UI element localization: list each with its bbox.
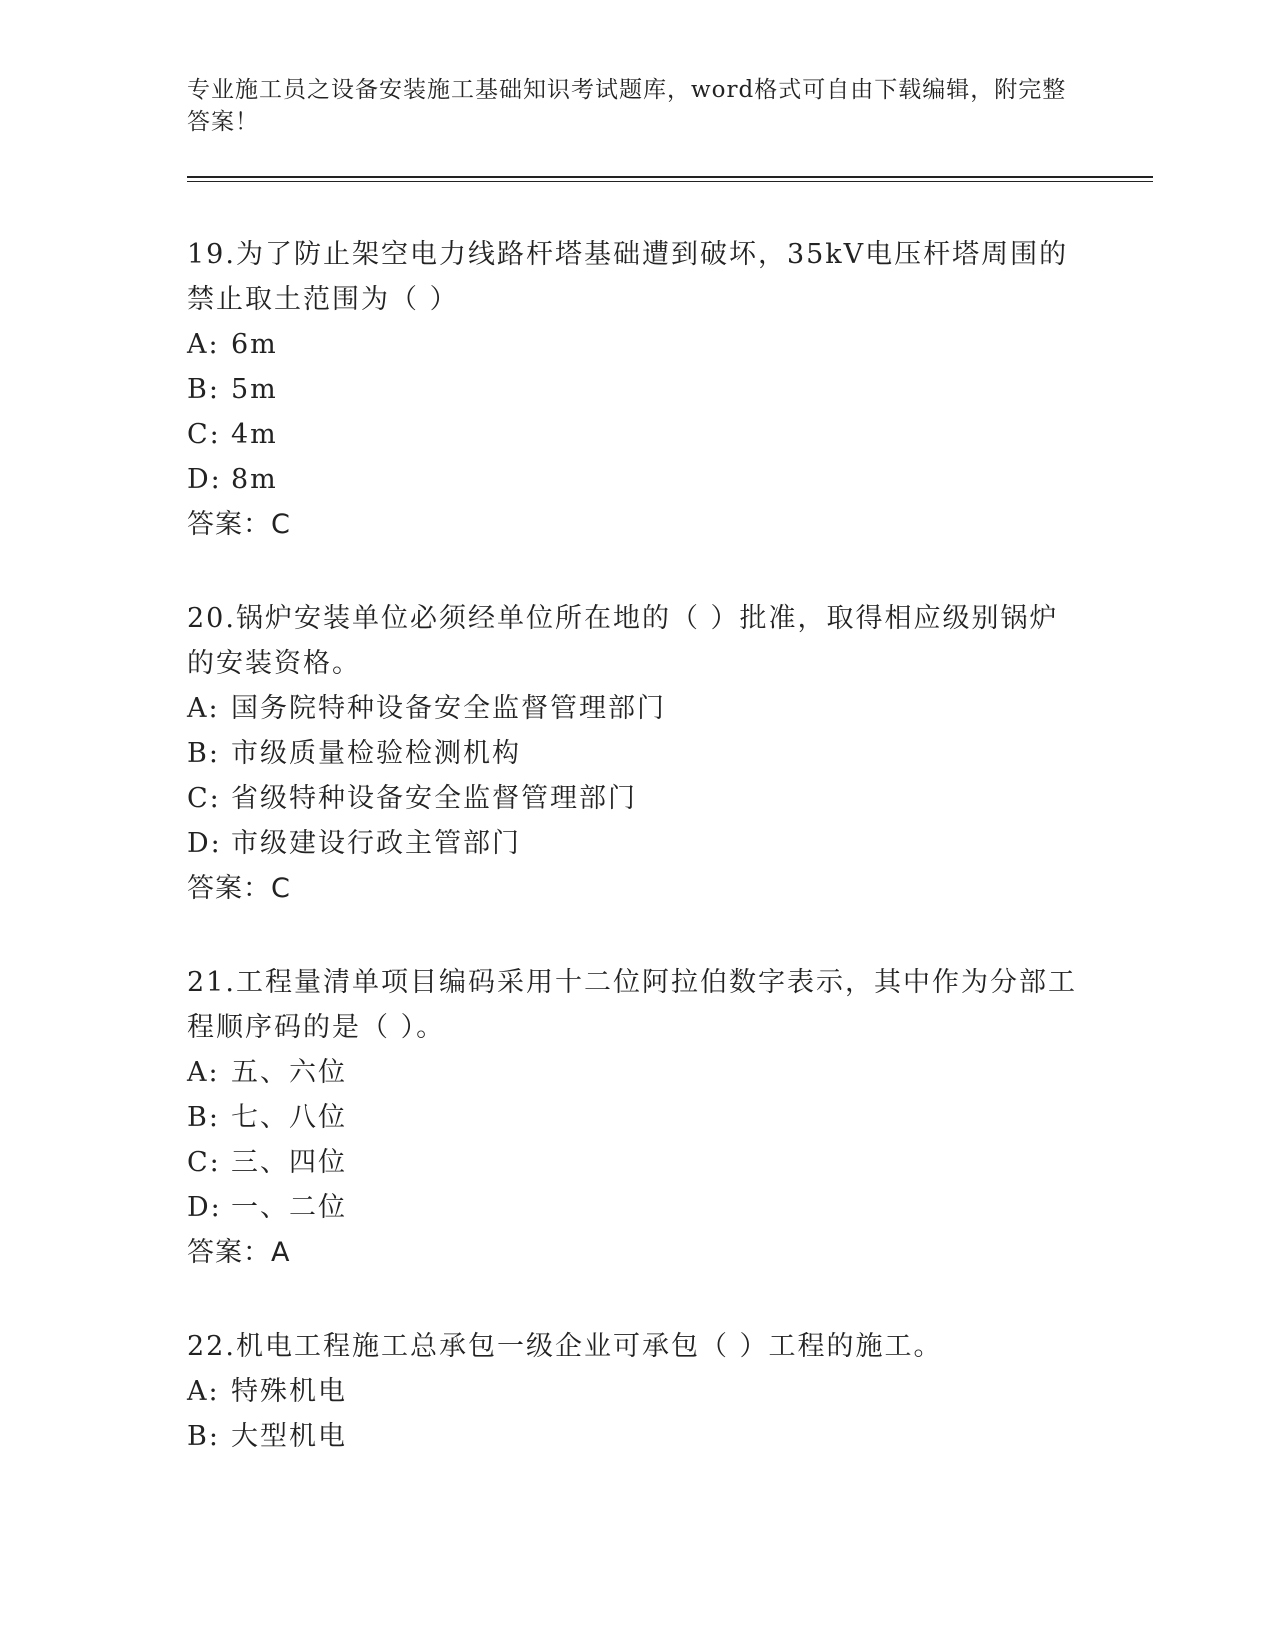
option-letter: D:: [187, 1192, 222, 1223]
option-text: 一、二位: [231, 1192, 347, 1223]
question-text: 20.锅炉安装单位必须经单位所在地的（ ）批准，取得相应级别锅炉的安装资格。: [187, 603, 1059, 679]
option-letter: A:: [187, 693, 220, 724]
option-text: 市级质量检验检测机构: [231, 738, 521, 769]
option-letter: D:: [187, 464, 222, 495]
option-letter: C:: [187, 783, 221, 814]
option-letter: A:: [187, 1057, 220, 1088]
option-text: 省级特种设备安全监督管理部门: [231, 783, 637, 814]
option-b: [187, 1095, 1087, 1140]
question-20: [187, 596, 1087, 911]
option-letter: A:: [187, 1376, 220, 1407]
question-text: 22.机电工程施工总承包一级企业可承包（ ）工程的施工。: [187, 1331, 943, 1362]
option-a: [187, 686, 1087, 731]
option-letter: B:: [187, 1421, 220, 1452]
option-text: 8m: [231, 464, 278, 495]
option-b: [187, 367, 1087, 412]
question-19: [187, 232, 1087, 547]
option-a: [187, 1369, 1087, 1414]
answer-label: 答案：C: [187, 509, 291, 540]
option-c: [187, 412, 1087, 457]
option-c: [187, 776, 1087, 821]
option-letter: B:: [187, 374, 220, 405]
option-text: 国务院特种设备安全监督管理部门: [231, 693, 666, 724]
option-d: [187, 821, 1087, 866]
question-22: [187, 1324, 1087, 1459]
option-letter: B:: [187, 738, 220, 769]
option-text: 市级建设行政主管部门: [231, 828, 521, 859]
option-a: [187, 322, 1087, 367]
question-text: 19.为了防止架空电力线路杆塔基础遭到破坏，35kV电压杆塔周围的禁止取土范围为（ ）: [187, 239, 1069, 315]
question-21: [187, 960, 1087, 1275]
option-text: 大型机电: [231, 1421, 347, 1452]
option-b: [187, 731, 1087, 776]
option-text: 五、六位: [231, 1057, 347, 1088]
option-letter: A:: [187, 329, 220, 360]
option-text: 5m: [231, 374, 278, 405]
option-text: 特殊机电: [231, 1376, 347, 1407]
option-b: [187, 1414, 1087, 1459]
answer-label: 答案：C: [187, 873, 291, 904]
document-header: 专业施工员之设备安装施工基础知识考试题库，word格式可自由下载编辑，附完整答案！: [187, 77, 1067, 135]
answer-label: 答案：A: [187, 1237, 291, 1268]
option-text: 三、四位: [231, 1147, 347, 1178]
option-letter: C:: [187, 419, 221, 450]
option-text: 6m: [231, 329, 278, 360]
option-d: [187, 457, 1087, 502]
option-c: [187, 1140, 1087, 1185]
option-letter: D:: [187, 828, 222, 859]
option-a: [187, 1050, 1087, 1095]
header-rule-thick: [187, 176, 1153, 178]
option-letter: C:: [187, 1147, 221, 1178]
option-letter: B:: [187, 1102, 220, 1133]
option-text: 七、八位: [231, 1102, 347, 1133]
question-text: 21.工程量清单项目编码采用十二位阿拉伯数字表示，其中作为分部工程顺序码的是（ ）。: [187, 967, 1077, 1043]
header-rule-thin: [187, 181, 1153, 182]
option-d: [187, 1185, 1087, 1230]
option-text: 4m: [231, 419, 278, 450]
